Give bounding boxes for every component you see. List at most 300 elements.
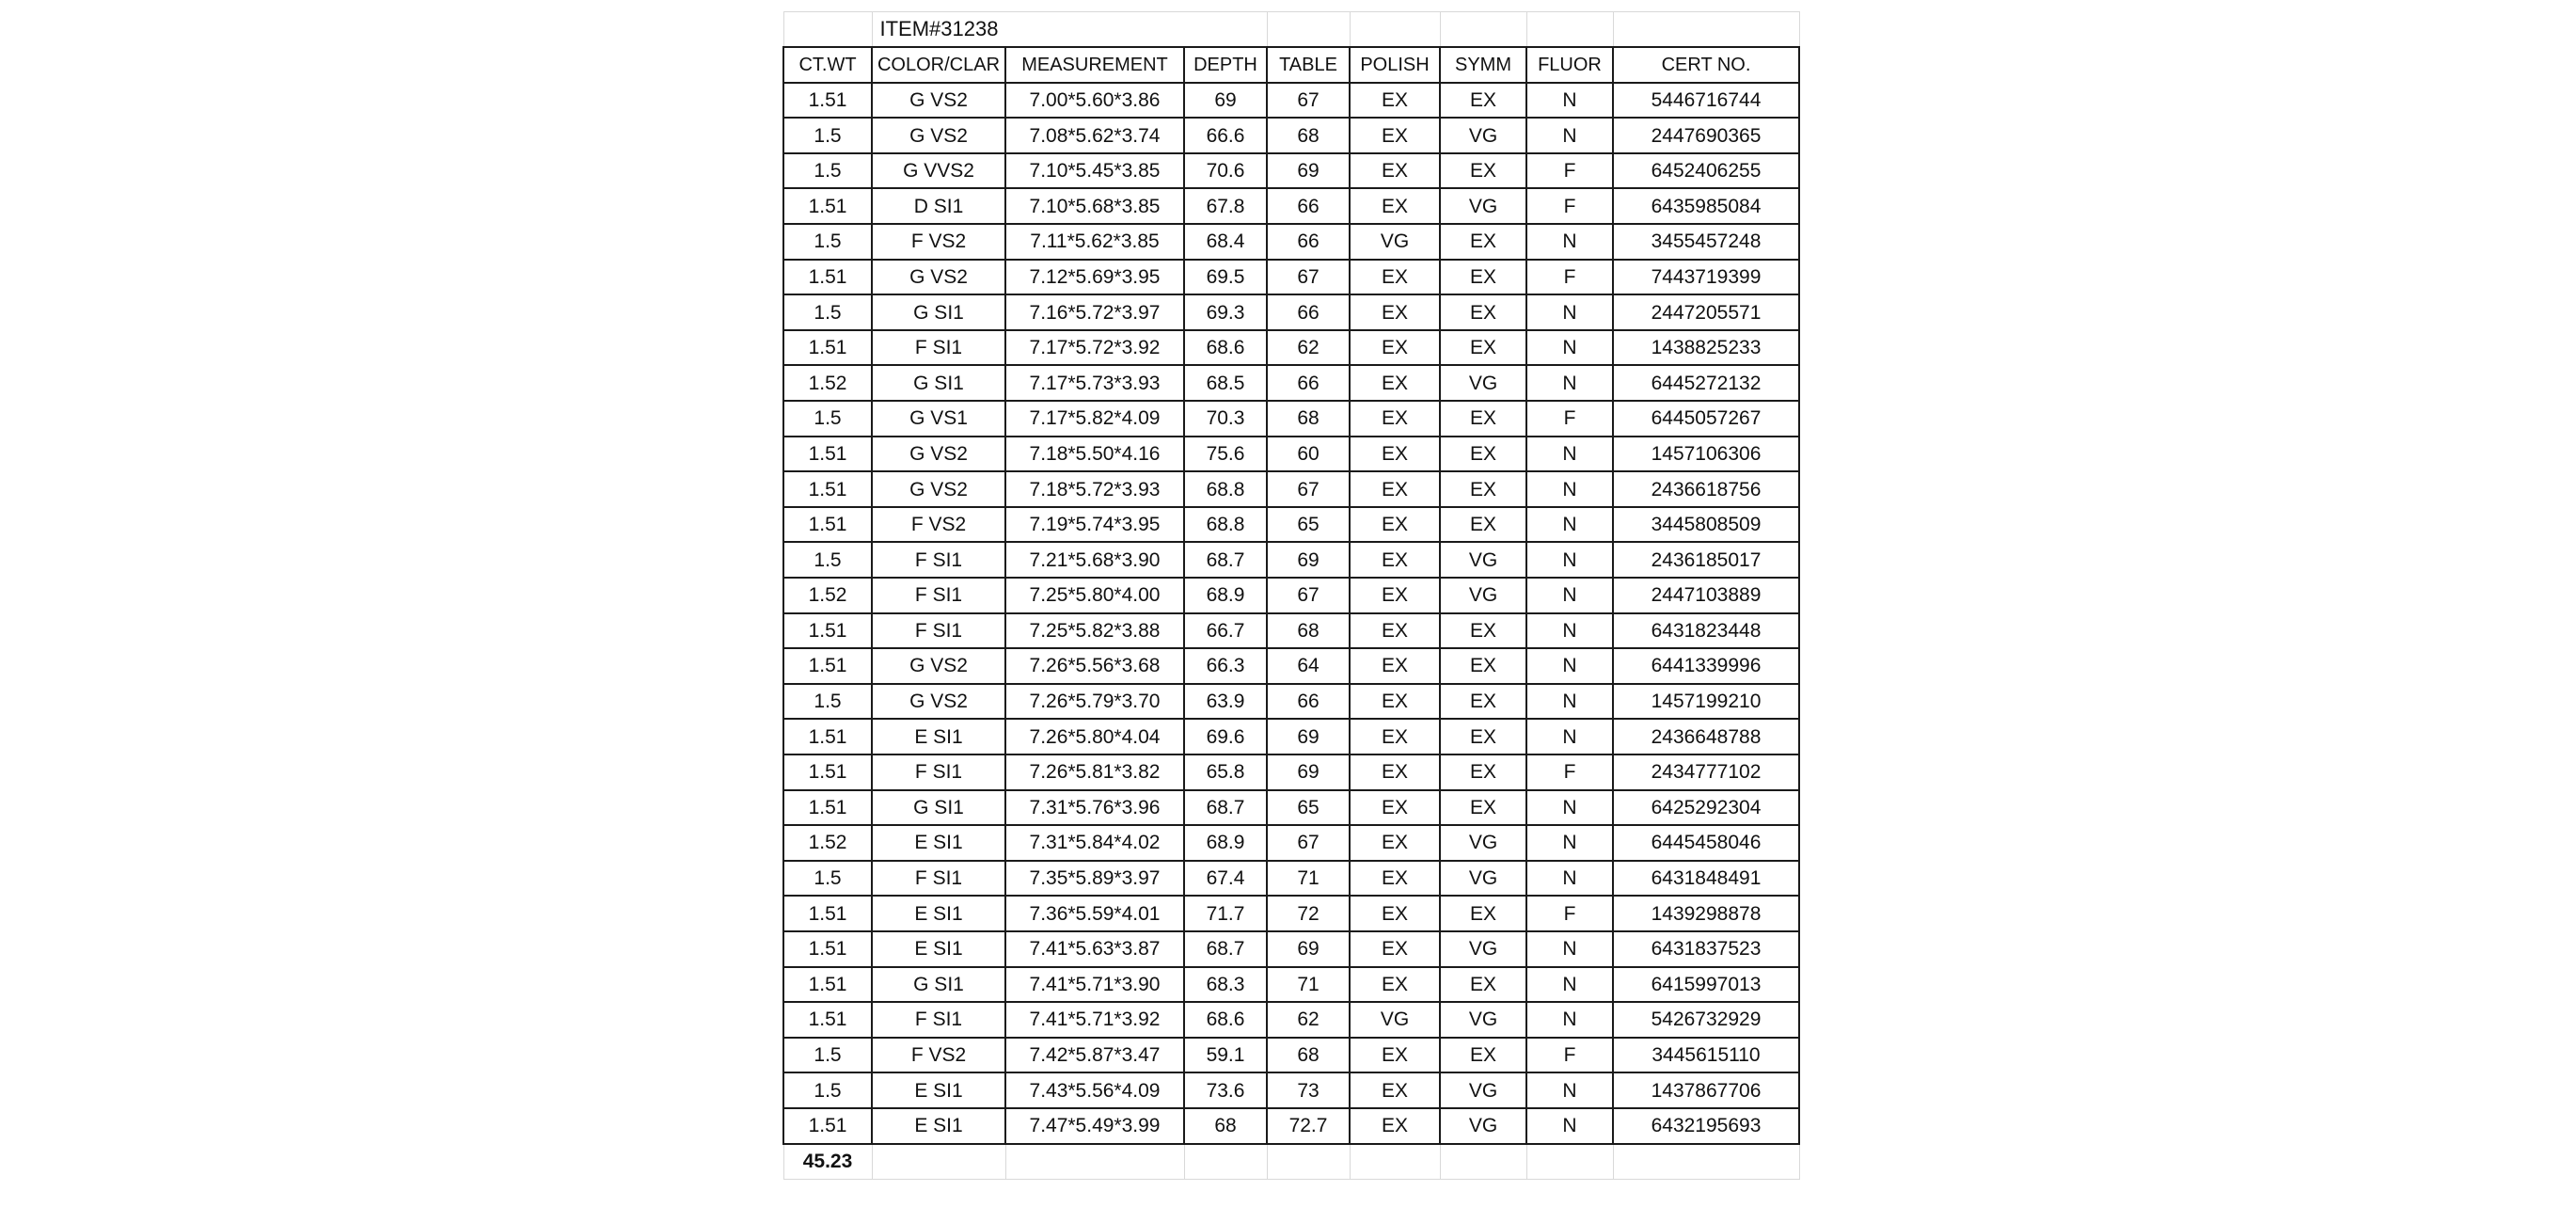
cell-polish[interactable]: EX <box>1350 719 1440 754</box>
cell-polish[interactable]: EX <box>1350 188 1440 224</box>
cell-polish[interactable]: EX <box>1350 578 1440 613</box>
cell-measurement[interactable]: 7.35*5.89*3.97 <box>1005 861 1184 897</box>
cell-ct-wt[interactable]: 1.51 <box>783 719 872 754</box>
cell-color-clarity[interactable]: G VS2 <box>872 471 1005 507</box>
cell-depth[interactable]: 68.7 <box>1184 542 1267 578</box>
cell-symm[interactable]: EX <box>1440 648 1526 684</box>
cell-table[interactable]: 69 <box>1267 153 1350 189</box>
cell-table[interactable]: 66 <box>1267 365 1350 401</box>
cell-table[interactable]: 68 <box>1267 401 1350 437</box>
cell-cert-no[interactable]: 6435985084 <box>1613 188 1799 224</box>
cell-symm[interactable]: EX <box>1440 330 1526 366</box>
cell-ct-wt[interactable]: 1.5 <box>783 294 872 330</box>
cell-color-clarity[interactable]: F SI1 <box>872 613 1005 649</box>
cell-color-clarity[interactable]: G VS2 <box>872 437 1005 472</box>
cell-table[interactable]: 66 <box>1267 684 1350 720</box>
cell-depth[interactable]: 68.9 <box>1184 578 1267 613</box>
cell-depth[interactable]: 68.7 <box>1184 790 1267 826</box>
cell-table[interactable]: 64 <box>1267 648 1350 684</box>
table-row <box>783 188 1799 224</box>
cell-table[interactable]: 69 <box>1267 754 1350 790</box>
cell-fluor[interactable]: N <box>1526 224 1613 260</box>
cell-measurement[interactable]: 7.12*5.69*3.95 <box>1005 260 1184 295</box>
cell-fluor[interactable]: N <box>1526 613 1613 649</box>
cell-color-clarity[interactable]: G VS1 <box>872 401 1005 437</box>
cell-table[interactable]: 71 <box>1267 861 1350 897</box>
cell-fluor[interactable]: N <box>1526 365 1613 401</box>
empty-cell[interactable] <box>1005 1144 1184 1180</box>
cell-table[interactable]: 67 <box>1267 825 1350 861</box>
cell-color-clarity[interactable]: G SI1 <box>872 790 1005 826</box>
cell-polish[interactable]: EX <box>1350 861 1440 897</box>
cell-depth[interactable]: 68.6 <box>1184 330 1267 366</box>
cell-depth[interactable]: 70.6 <box>1184 153 1267 189</box>
cell-measurement[interactable]: 7.00*5.60*3.86 <box>1005 83 1184 119</box>
cell-polish[interactable]: EX <box>1350 83 1440 119</box>
cell-color-clarity[interactable]: E SI1 <box>872 719 1005 754</box>
cell-ct-wt[interactable]: 1.5 <box>783 401 872 437</box>
cell-color-clarity[interactable]: G VS2 <box>872 260 1005 295</box>
cell-fluor[interactable]: N <box>1526 931 1613 967</box>
cell-fluor[interactable]: F <box>1526 401 1613 437</box>
cell-color-clarity[interactable]: F SI1 <box>872 861 1005 897</box>
cell-color-clarity[interactable]: F SI1 <box>872 330 1005 366</box>
cell-color-clarity[interactable]: D SI1 <box>872 188 1005 224</box>
header-measurement[interactable]: MEASUREMENT <box>1005 47 1184 83</box>
empty-cell[interactable] <box>1613 12 1799 48</box>
item-title[interactable]: ITEM#31238 <box>872 12 1267 48</box>
cell-ct-wt[interactable]: 1.5 <box>783 1038 872 1073</box>
cell-measurement[interactable]: 7.25*5.82*3.88 <box>1005 613 1184 649</box>
cell-fluor[interactable]: N <box>1526 790 1613 826</box>
cell-cert-no[interactable]: 7443719399 <box>1613 260 1799 295</box>
cell-depth[interactable]: 66.3 <box>1184 648 1267 684</box>
cell-table[interactable]: 67 <box>1267 260 1350 295</box>
cell-ct-wt[interactable]: 1.5 <box>783 224 872 260</box>
cell-table[interactable]: 71 <box>1267 967 1350 1003</box>
cell-depth[interactable]: 68.3 <box>1184 967 1267 1003</box>
cell-polish[interactable]: EX <box>1350 260 1440 295</box>
cell-cert-no[interactable]: 2436618756 <box>1613 471 1799 507</box>
cell-polish[interactable]: EX <box>1350 401 1440 437</box>
cell-cert-no[interactable]: 2447690365 <box>1613 118 1799 153</box>
cell-symm[interactable]: VG <box>1440 931 1526 967</box>
cell-fluor[interactable]: N <box>1526 118 1613 153</box>
cell-measurement[interactable]: 7.31*5.84*4.02 <box>1005 825 1184 861</box>
cell-ct-wt[interactable]: 1.51 <box>783 790 872 826</box>
cell-ct-wt[interactable]: 1.52 <box>783 365 872 401</box>
cell-measurement[interactable]: 7.19*5.74*3.95 <box>1005 507 1184 543</box>
empty-cell[interactable] <box>1350 12 1440 48</box>
cell-measurement[interactable]: 7.41*5.63*3.87 <box>1005 931 1184 967</box>
cell-symm[interactable]: VG <box>1440 1072 1526 1108</box>
cell-fluor[interactable]: F <box>1526 188 1613 224</box>
cell-symm[interactable]: EX <box>1440 613 1526 649</box>
cell-table[interactable]: 72.7 <box>1267 1108 1350 1144</box>
header-table[interactable]: TABLE <box>1267 47 1350 83</box>
cell-cert-no[interactable]: 2447205571 <box>1613 294 1799 330</box>
cell-depth[interactable]: 68.6 <box>1184 1002 1267 1038</box>
cell-symm[interactable]: VG <box>1440 825 1526 861</box>
cell-color-clarity[interactable]: F VS2 <box>872 1038 1005 1073</box>
cell-measurement[interactable]: 7.47*5.49*3.99 <box>1005 1108 1184 1144</box>
cell-fluor[interactable]: F <box>1526 153 1613 189</box>
cell-ct-wt[interactable]: 1.51 <box>783 507 872 543</box>
cell-cert-no[interactable]: 2447103889 <box>1613 578 1799 613</box>
empty-cell[interactable] <box>872 1144 1005 1180</box>
cell-table[interactable]: 66 <box>1267 188 1350 224</box>
cell-measurement[interactable]: 7.42*5.87*3.47 <box>1005 1038 1184 1073</box>
empty-cell[interactable] <box>1267 1144 1350 1180</box>
cell-polish[interactable]: EX <box>1350 1108 1440 1144</box>
cell-color-clarity[interactable]: F VS2 <box>872 224 1005 260</box>
cell-measurement[interactable]: 7.26*5.80*4.04 <box>1005 719 1184 754</box>
empty-cell[interactable] <box>1184 1144 1267 1180</box>
cell-color-clarity[interactable]: F SI1 <box>872 1002 1005 1038</box>
cell-ct-wt[interactable]: 1.52 <box>783 825 872 861</box>
cell-measurement[interactable]: 7.26*5.79*3.70 <box>1005 684 1184 720</box>
cell-cert-no[interactable]: 3445808509 <box>1613 507 1799 543</box>
cell-table[interactable]: 68 <box>1267 1038 1350 1073</box>
cell-cert-no[interactable]: 6431848491 <box>1613 861 1799 897</box>
cell-cert-no[interactable]: 6445458046 <box>1613 825 1799 861</box>
cell-polish[interactable]: EX <box>1350 825 1440 861</box>
cell-color-clarity[interactable]: F SI1 <box>872 754 1005 790</box>
cell-depth[interactable]: 59.1 <box>1184 1038 1267 1073</box>
cell-cert-no[interactable]: 3455457248 <box>1613 224 1799 260</box>
cell-ct-wt[interactable]: 1.51 <box>783 931 872 967</box>
cell-ct-wt[interactable]: 1.51 <box>783 471 872 507</box>
cell-cert-no[interactable]: 5446716744 <box>1613 83 1799 119</box>
cell-symm[interactable]: EX <box>1440 260 1526 295</box>
cell-polish[interactable]: VG <box>1350 224 1440 260</box>
cell-color-clarity[interactable]: E SI1 <box>872 931 1005 967</box>
cell-polish[interactable]: EX <box>1350 1038 1440 1073</box>
cell-depth[interactable]: 68.8 <box>1184 507 1267 543</box>
cell-depth[interactable]: 65.8 <box>1184 754 1267 790</box>
empty-cell[interactable] <box>1440 12 1526 48</box>
cell-symm[interactable]: EX <box>1440 967 1526 1003</box>
cell-table[interactable]: 69 <box>1267 542 1350 578</box>
cell-depth[interactable]: 70.3 <box>1184 401 1267 437</box>
cell-color-clarity[interactable]: G VS2 <box>872 684 1005 720</box>
cell-ct-wt[interactable]: 1.51 <box>783 330 872 366</box>
cell-fluor[interactable]: N <box>1526 1002 1613 1038</box>
cell-table[interactable]: 65 <box>1267 507 1350 543</box>
header-depth[interactable]: DEPTH <box>1184 47 1267 83</box>
cell-polish[interactable]: EX <box>1350 754 1440 790</box>
cell-cert-no[interactable]: 1437867706 <box>1613 1072 1799 1108</box>
cell-polish[interactable]: EX <box>1350 365 1440 401</box>
cell-depth[interactable]: 67.8 <box>1184 188 1267 224</box>
cell-table[interactable]: 67 <box>1267 578 1350 613</box>
cell-cert-no[interactable]: 5426732929 <box>1613 1002 1799 1038</box>
cell-symm[interactable]: VG <box>1440 542 1526 578</box>
cell-ct-wt[interactable]: 1.51 <box>783 896 872 931</box>
cell-fluor[interactable]: N <box>1526 1072 1613 1108</box>
cell-symm[interactable]: EX <box>1440 719 1526 754</box>
cell-color-clarity[interactable]: F VS2 <box>872 507 1005 543</box>
cell-measurement[interactable]: 7.31*5.76*3.96 <box>1005 790 1184 826</box>
empty-cell[interactable] <box>1526 12 1613 48</box>
cell-fluor[interactable]: N <box>1526 330 1613 366</box>
cell-cert-no[interactable]: 6445272132 <box>1613 365 1799 401</box>
cell-cert-no[interactable]: 6415997013 <box>1613 967 1799 1003</box>
cell-polish[interactable]: EX <box>1350 1072 1440 1108</box>
cell-cert-no[interactable]: 6445057267 <box>1613 401 1799 437</box>
cell-ct-wt[interactable]: 1.52 <box>783 578 872 613</box>
cell-color-clarity[interactable]: E SI1 <box>872 1072 1005 1108</box>
cell-color-clarity[interactable]: G VS2 <box>872 648 1005 684</box>
cell-ct-wt[interactable]: 1.51 <box>783 1002 872 1038</box>
cell-fluor[interactable]: N <box>1526 471 1613 507</box>
cell-table[interactable]: 69 <box>1267 719 1350 754</box>
cell-polish[interactable]: EX <box>1350 648 1440 684</box>
cell-symm[interactable]: EX <box>1440 684 1526 720</box>
cell-fluor[interactable]: N <box>1526 648 1613 684</box>
cell-color-clarity[interactable]: E SI1 <box>872 896 1005 931</box>
cell-symm[interactable]: VG <box>1440 365 1526 401</box>
cell-color-clarity[interactable]: G SI1 <box>872 294 1005 330</box>
cell-depth[interactable]: 75.6 <box>1184 437 1267 472</box>
cell-cert-no[interactable]: 6452406255 <box>1613 153 1799 189</box>
cell-depth[interactable]: 68.9 <box>1184 825 1267 861</box>
cell-measurement[interactable]: 7.17*5.73*3.93 <box>1005 365 1184 401</box>
empty-cell[interactable] <box>1267 12 1350 48</box>
title-row <box>783 12 1799 48</box>
cell-depth[interactable]: 71.7 <box>1184 896 1267 931</box>
cell-cert-no[interactable]: 6432195693 <box>1613 1108 1799 1144</box>
cell-table[interactable]: 69 <box>1267 931 1350 967</box>
header-cert-no[interactable]: CERT NO. <box>1613 47 1799 83</box>
cell-cert-no[interactable]: 1457106306 <box>1613 437 1799 472</box>
cell-measurement[interactable]: 7.18*5.72*3.93 <box>1005 471 1184 507</box>
cell-depth[interactable]: 68.7 <box>1184 931 1267 967</box>
cell-ct-wt[interactable]: 1.51 <box>783 437 872 472</box>
cell-polish[interactable]: EX <box>1350 684 1440 720</box>
cell-depth[interactable]: 69.5 <box>1184 260 1267 295</box>
cell-ct-wt[interactable]: 1.5 <box>783 684 872 720</box>
cell-measurement[interactable]: 7.18*5.50*4.16 <box>1005 437 1184 472</box>
cell-color-clarity[interactable]: G SI1 <box>872 967 1005 1003</box>
cell-depth[interactable]: 69 <box>1184 83 1267 119</box>
cell-polish[interactable]: EX <box>1350 437 1440 472</box>
cell-depth[interactable]: 68.8 <box>1184 471 1267 507</box>
cell-symm[interactable]: VG <box>1440 118 1526 153</box>
cell-polish[interactable]: EX <box>1350 507 1440 543</box>
cell-cert-no[interactable]: 2434777102 <box>1613 754 1799 790</box>
cell-table[interactable]: 60 <box>1267 437 1350 472</box>
cell-depth[interactable]: 73.6 <box>1184 1072 1267 1108</box>
cell-measurement[interactable]: 7.36*5.59*4.01 <box>1005 896 1184 931</box>
cell-fluor[interactable]: N <box>1526 967 1613 1003</box>
cell-polish[interactable]: EX <box>1350 896 1440 931</box>
cell-fluor[interactable]: N <box>1526 1108 1613 1144</box>
cell-symm[interactable]: VG <box>1440 861 1526 897</box>
cell-color-clarity[interactable]: E SI1 <box>872 1108 1005 1144</box>
cell-fluor[interactable]: F <box>1526 1038 1613 1073</box>
total-weight[interactable]: 45.23 <box>783 1144 872 1180</box>
cell-depth[interactable]: 67.4 <box>1184 861 1267 897</box>
cell-symm[interactable]: EX <box>1440 294 1526 330</box>
cell-polish[interactable]: EX <box>1350 790 1440 826</box>
cell-color-clarity[interactable]: G SI1 <box>872 365 1005 401</box>
cell-fluor[interactable]: N <box>1526 825 1613 861</box>
cell-symm[interactable]: EX <box>1440 153 1526 189</box>
cell-ct-wt[interactable]: 1.5 <box>783 118 872 153</box>
cell-table[interactable]: 68 <box>1267 118 1350 153</box>
cell-cert-no[interactable]: 6441339996 <box>1613 648 1799 684</box>
cell-symm[interactable]: EX <box>1440 754 1526 790</box>
cell-table[interactable]: 65 <box>1267 790 1350 826</box>
cell-polish[interactable]: EX <box>1350 118 1440 153</box>
cell-color-clarity[interactable]: F SI1 <box>872 578 1005 613</box>
cell-color-clarity[interactable]: G VVS2 <box>872 153 1005 189</box>
cell-fluor[interactable]: N <box>1526 861 1613 897</box>
cell-fluor[interactable]: N <box>1526 684 1613 720</box>
cell-fluor[interactable]: N <box>1526 507 1613 543</box>
cell-ct-wt[interactable]: 1.51 <box>783 648 872 684</box>
cell-table[interactable]: 67 <box>1267 471 1350 507</box>
cell-table[interactable]: 68 <box>1267 613 1350 649</box>
cell-measurement[interactable]: 7.17*5.72*3.92 <box>1005 330 1184 366</box>
cell-symm[interactable]: EX <box>1440 896 1526 931</box>
header-ct-wt[interactable]: CT.WT <box>783 47 872 83</box>
cell-polish[interactable]: EX <box>1350 471 1440 507</box>
cell-fluor[interactable]: F <box>1526 896 1613 931</box>
cell-measurement[interactable]: 7.26*5.56*3.68 <box>1005 648 1184 684</box>
cell-symm[interactable]: EX <box>1440 437 1526 472</box>
header-color-clarity[interactable]: COLOR/CLAR <box>872 47 1005 83</box>
cell-cert-no[interactable]: 2436648788 <box>1613 719 1799 754</box>
header-symm[interactable]: SYMM <box>1440 47 1526 83</box>
cell-measurement[interactable]: 7.41*5.71*3.90 <box>1005 967 1184 1003</box>
cell-cert-no[interactable]: 1439298878 <box>1613 896 1799 931</box>
cell-fluor[interactable]: N <box>1526 578 1613 613</box>
cell-cert-no[interactable]: 6431823448 <box>1613 613 1799 649</box>
cell-measurement[interactable]: 7.10*5.68*3.85 <box>1005 188 1184 224</box>
cell-symm[interactable]: EX <box>1440 471 1526 507</box>
cell-symm[interactable]: EX <box>1440 790 1526 826</box>
cell-measurement[interactable]: 7.16*5.72*3.97 <box>1005 294 1184 330</box>
cell-symm[interactable]: EX <box>1440 507 1526 543</box>
cell-fluor[interactable]: N <box>1526 83 1613 119</box>
cell-cert-no[interactable]: 2436185017 <box>1613 542 1799 578</box>
total-row <box>783 1144 1799 1180</box>
table-row <box>783 719 1799 754</box>
cell-fluor[interactable]: N <box>1526 437 1613 472</box>
cell-depth[interactable]: 68.5 <box>1184 365 1267 401</box>
cell-ct-wt[interactable]: 1.5 <box>783 542 872 578</box>
cell-polish[interactable]: EX <box>1350 967 1440 1003</box>
cell-cert-no[interactable]: 1438825233 <box>1613 330 1799 366</box>
cell-cert-no[interactable]: 1457199210 <box>1613 684 1799 720</box>
cell-depth[interactable]: 68 <box>1184 1108 1267 1144</box>
cell-color-clarity[interactable]: G VS2 <box>872 118 1005 153</box>
cell-depth[interactable]: 66.7 <box>1184 613 1267 649</box>
cell-polish[interactable]: EX <box>1350 613 1440 649</box>
empty-cell[interactable] <box>1526 1144 1613 1180</box>
empty-cell[interactable] <box>783 12 872 48</box>
cell-symm[interactable]: EX <box>1440 83 1526 119</box>
header-polish[interactable]: POLISH <box>1350 47 1440 83</box>
cell-symm[interactable]: VG <box>1440 1002 1526 1038</box>
cell-fluor[interactable]: N <box>1526 542 1613 578</box>
cell-ct-wt[interactable]: 1.51 <box>783 260 872 295</box>
cell-symm[interactable]: VG <box>1440 188 1526 224</box>
cell-measurement[interactable]: 7.25*5.80*4.00 <box>1005 578 1184 613</box>
cell-symm[interactable]: VG <box>1440 578 1526 613</box>
cell-table[interactable]: 62 <box>1267 1002 1350 1038</box>
cell-fluor[interactable]: F <box>1526 260 1613 295</box>
cell-color-clarity[interactable]: G VS2 <box>872 83 1005 119</box>
cell-polish[interactable]: EX <box>1350 330 1440 366</box>
cell-measurement[interactable]: 7.11*5.62*3.85 <box>1005 224 1184 260</box>
table-row <box>783 931 1799 967</box>
cell-polish[interactable]: EX <box>1350 294 1440 330</box>
cell-ct-wt[interactable]: 1.51 <box>783 613 872 649</box>
cell-fluor[interactable]: N <box>1526 294 1613 330</box>
cell-table[interactable]: 72 <box>1267 896 1350 931</box>
empty-cell[interactable] <box>1613 1144 1799 1180</box>
cell-polish[interactable]: EX <box>1350 153 1440 189</box>
cell-measurement[interactable]: 7.10*5.45*3.85 <box>1005 153 1184 189</box>
cell-ct-wt[interactable]: 1.5 <box>783 1072 872 1108</box>
header-fluor[interactable]: FLUOR <box>1526 47 1613 83</box>
cell-ct-wt[interactable]: 1.51 <box>783 754 872 790</box>
cell-color-clarity[interactable]: F SI1 <box>872 542 1005 578</box>
empty-cell[interactable] <box>1350 1144 1440 1180</box>
cell-symm[interactable]: EX <box>1440 224 1526 260</box>
cell-measurement[interactable]: 7.43*5.56*4.09 <box>1005 1072 1184 1108</box>
cell-symm[interactable]: VG <box>1440 1108 1526 1144</box>
cell-ct-wt[interactable]: 1.51 <box>783 967 872 1003</box>
cell-table[interactable]: 66 <box>1267 224 1350 260</box>
cell-cert-no[interactable]: 6431837523 <box>1613 931 1799 967</box>
cell-table[interactable]: 67 <box>1267 83 1350 119</box>
cell-ct-wt[interactable]: 1.5 <box>783 153 872 189</box>
cell-fluor[interactable]: F <box>1526 754 1613 790</box>
cell-measurement[interactable]: 7.41*5.71*3.92 <box>1005 1002 1184 1038</box>
cell-ct-wt[interactable]: 1.51 <box>783 1108 872 1144</box>
cell-cert-no[interactable]: 3445615110 <box>1613 1038 1799 1073</box>
cell-measurement[interactable]: 7.21*5.68*3.90 <box>1005 542 1184 578</box>
cell-cert-no[interactable]: 6425292304 <box>1613 790 1799 826</box>
cell-polish[interactable]: EX <box>1350 542 1440 578</box>
cell-depth[interactable]: 68.4 <box>1184 224 1267 260</box>
cell-measurement[interactable]: 7.17*5.82*4.09 <box>1005 401 1184 437</box>
cell-depth[interactable]: 69.6 <box>1184 719 1267 754</box>
cell-depth[interactable]: 66.6 <box>1184 118 1267 153</box>
cell-polish[interactable]: VG <box>1350 1002 1440 1038</box>
cell-ct-wt[interactable]: 1.51 <box>783 188 872 224</box>
cell-symm[interactable]: EX <box>1440 401 1526 437</box>
cell-measurement[interactable]: 7.08*5.62*3.74 <box>1005 118 1184 153</box>
cell-symm[interactable]: EX <box>1440 1038 1526 1073</box>
cell-depth[interactable]: 63.9 <box>1184 684 1267 720</box>
cell-table[interactable]: 62 <box>1267 330 1350 366</box>
cell-ct-wt[interactable]: 1.5 <box>783 861 872 897</box>
cell-measurement[interactable]: 7.26*5.81*3.82 <box>1005 754 1184 790</box>
cell-depth[interactable]: 69.3 <box>1184 294 1267 330</box>
empty-cell[interactable] <box>1440 1144 1526 1180</box>
cell-table[interactable]: 66 <box>1267 294 1350 330</box>
cell-color-clarity[interactable]: E SI1 <box>872 825 1005 861</box>
cell-fluor[interactable]: N <box>1526 719 1613 754</box>
cell-table[interactable]: 73 <box>1267 1072 1350 1108</box>
cell-polish[interactable]: EX <box>1350 931 1440 967</box>
cell-ct-wt[interactable]: 1.51 <box>783 83 872 119</box>
